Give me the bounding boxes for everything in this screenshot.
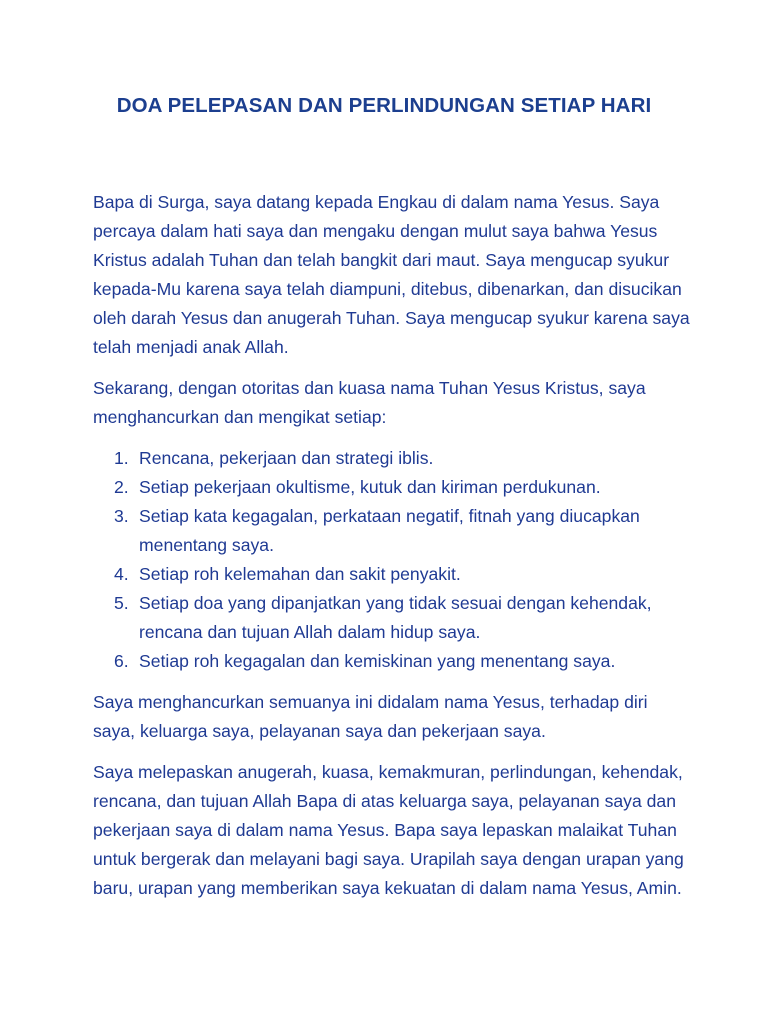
list-item: [93, 589, 693, 647]
list-item-text: Setiap roh kelemahan dan sakit penyakit.: [139, 564, 461, 584]
list-item: [93, 444, 693, 473]
list-item-number: 4.: [114, 564, 129, 584]
list-item: [93, 647, 693, 676]
list-item-text: Setiap kata kegagalan, perkataan negatif, fitnah yang diucapkan menentang saya.: [139, 506, 640, 555]
list-item-text: Setiap pekerjaan okultisme, kutuk dan kiriman perdukunan.: [139, 477, 601, 497]
paragraph-destruction: Saya menghancurkan semuanya ini didalam nama Yesus, terhadap diri saya, keluarga saya, pelayanan saya dan pekerjaan saya.: [93, 692, 648, 741]
list-item-text: Rencana, pekerjaan dan strategi iblis.: [139, 448, 434, 468]
list-item: [93, 560, 693, 589]
list-item-number: 5.: [114, 593, 129, 613]
paragraph-authority: Sekarang, dengan otoritas dan kuasa nama Tuhan Yesus Kristus, saya menghancurkan dan mengikat setiap:: [93, 378, 646, 427]
list-item-number: 6.: [114, 651, 129, 671]
paragraph-release: Saya melepaskan anugerah, kuasa, kemakmuran, perlindungan, kehendak, rencana, dan tujuan Allah Bapa di atas keluarga saya, pelayanan saya dan pekerjaan saya di dalam nama Yesus. Bapa saya lepaskan malaikat Tuhan untuk bergerak dan melayani bagi saya. Urapilah saya dengan urapan yang baru, urapan yang memberikan saya kekuatan di dalam nama Yesus, Amin.: [93, 762, 684, 898]
list-item-number: 2.: [114, 477, 129, 497]
list-item-text: Setiap doa yang dipanjatkan yang tidak sesuai dengan kehendak, rencana dan tujuan Allah dalam hidup saya.: [139, 593, 652, 642]
list-item-text: Setiap roh kegagalan dan kemiskinan yang menentang saya.: [139, 651, 616, 671]
document-body: [93, 188, 693, 915]
list-item: [93, 473, 693, 502]
binding-list: [93, 444, 693, 676]
list-item-number: 1.: [114, 448, 129, 468]
list-item-number: 3.: [114, 506, 129, 526]
paragraph-opening: Bapa di Surga, saya datang kepada Engkau di dalam nama Yesus. Saya percaya dalam hati saya dan mengaku dengan mulut saya bahwa Yesus Kristus adalah Tuhan dan telah bangkit dari maut. Saya mengucap syukur kepada-Mu karena saya telah diampuni, ditebus, dibenarkan, dan disucikan oleh darah Yesus dan anugerah Tuhan. Saya mengucap syukur karena saya telah menjadi anak Allah.: [93, 192, 690, 357]
list-item: [93, 502, 693, 560]
document-title: DOA PELEPASAN DAN PERLINDUNGAN SETIAP HARI: [116, 94, 652, 117]
